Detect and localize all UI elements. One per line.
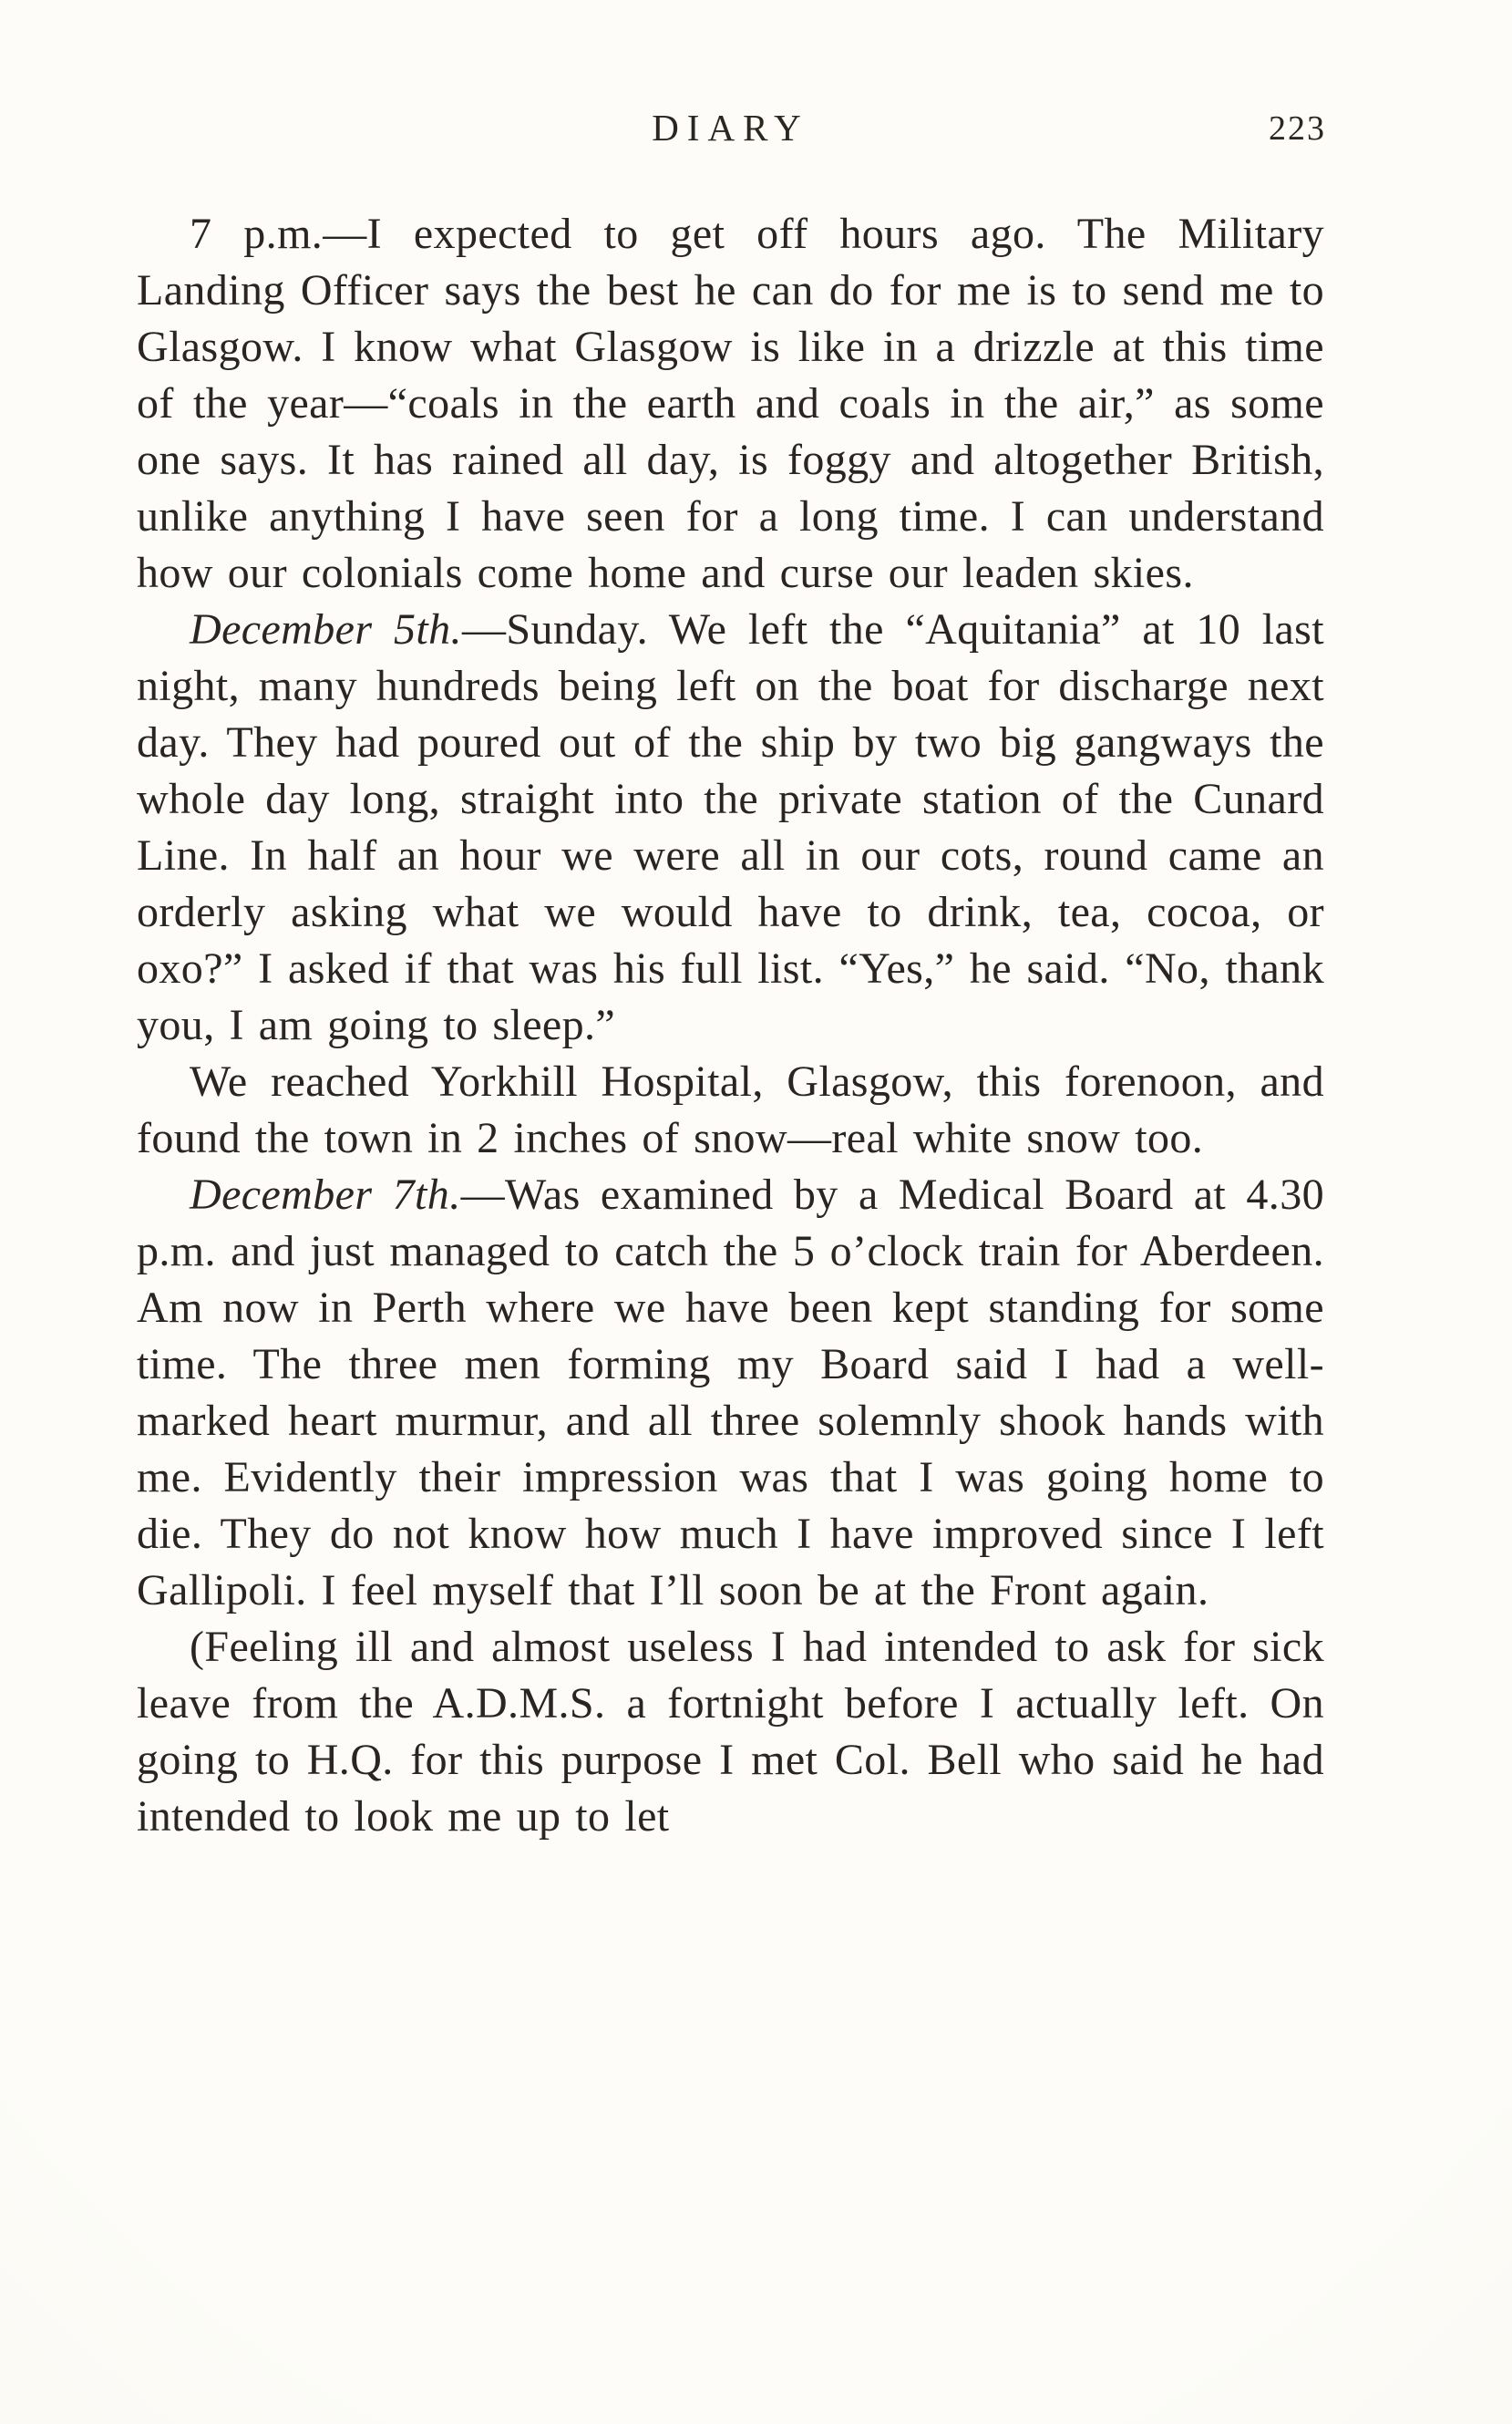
paragraph-text: —Was examined by a Medical Board at 4.30 p.m. and just managed to catch the 5 o’clock train for Aberdeen. Am now in Perth where we have been kept standing for some time. The three men forming my Board said I had a well-marked heart murmur, and all three solemnly shook hands with me. Evidently their impression was that I was going home to die. They do not know how much I have improved since I left Gallipoli. I feel myself that I’ll soon be at the Front again. — [137, 1171, 1325, 1614]
paragraph-text: We reached Yorkhill Hospital, Glasgow, this forenoon, and found the town in 2 inches of snow—real white snow too. — [137, 1057, 1324, 1162]
page-header — [137, 106, 1324, 155]
entry-date: December 5th. — [190, 605, 462, 654]
paragraph-text: (Feeling ill and almost useless I had intended to ask for sick leave from the A.D.M.S. a fortnight before I actually left. On going to H.Q. for this purpose I met Col. Bell who said he had intended to look me up to let — [137, 1623, 1324, 1841]
intro-paragraph — [137, 206, 1324, 602]
entry-date: December 7th. — [190, 1171, 461, 1219]
entry-dec-5 — [137, 602, 1324, 1054]
page-number: 223 — [1269, 109, 1326, 148]
yorkhill-paragraph — [137, 1054, 1324, 1167]
running-title: DIARY — [652, 107, 809, 149]
paragraph-text: —Sunday. We left the “Aquitania” at 10 last night, many hundreds being left on the boat for discharge next day. They had poured out of the ship by two big gangways the whole day long, straight into the private station of the Cunard Line. In half an hour we were all in our cots, round came an orderly asking what we would have to drink, tea, cocoa, or oxo?” I asked if that was his full list. “Yes,” he said. “No, thank you, I am going to sleep.” — [137, 605, 1324, 1049]
page-body — [137, 206, 1324, 1845]
paragraph-text: 7 p.m.—I expected to get off hours ago. The Military Landing Officer says the best he can do for me is to send me to Glasgow. I know what Glasgow is like in a drizzle at this time of the year—“coals in the earth and coals in the air,” as some one says. It has rained all day, is foggy and altogether British, unlike anything I have seen for a long time. I can understand how our colonials come home and curse our leaden skies. — [137, 210, 1324, 597]
closing-paragraph — [137, 1619, 1324, 1845]
entry-dec-7 — [137, 1167, 1324, 1619]
